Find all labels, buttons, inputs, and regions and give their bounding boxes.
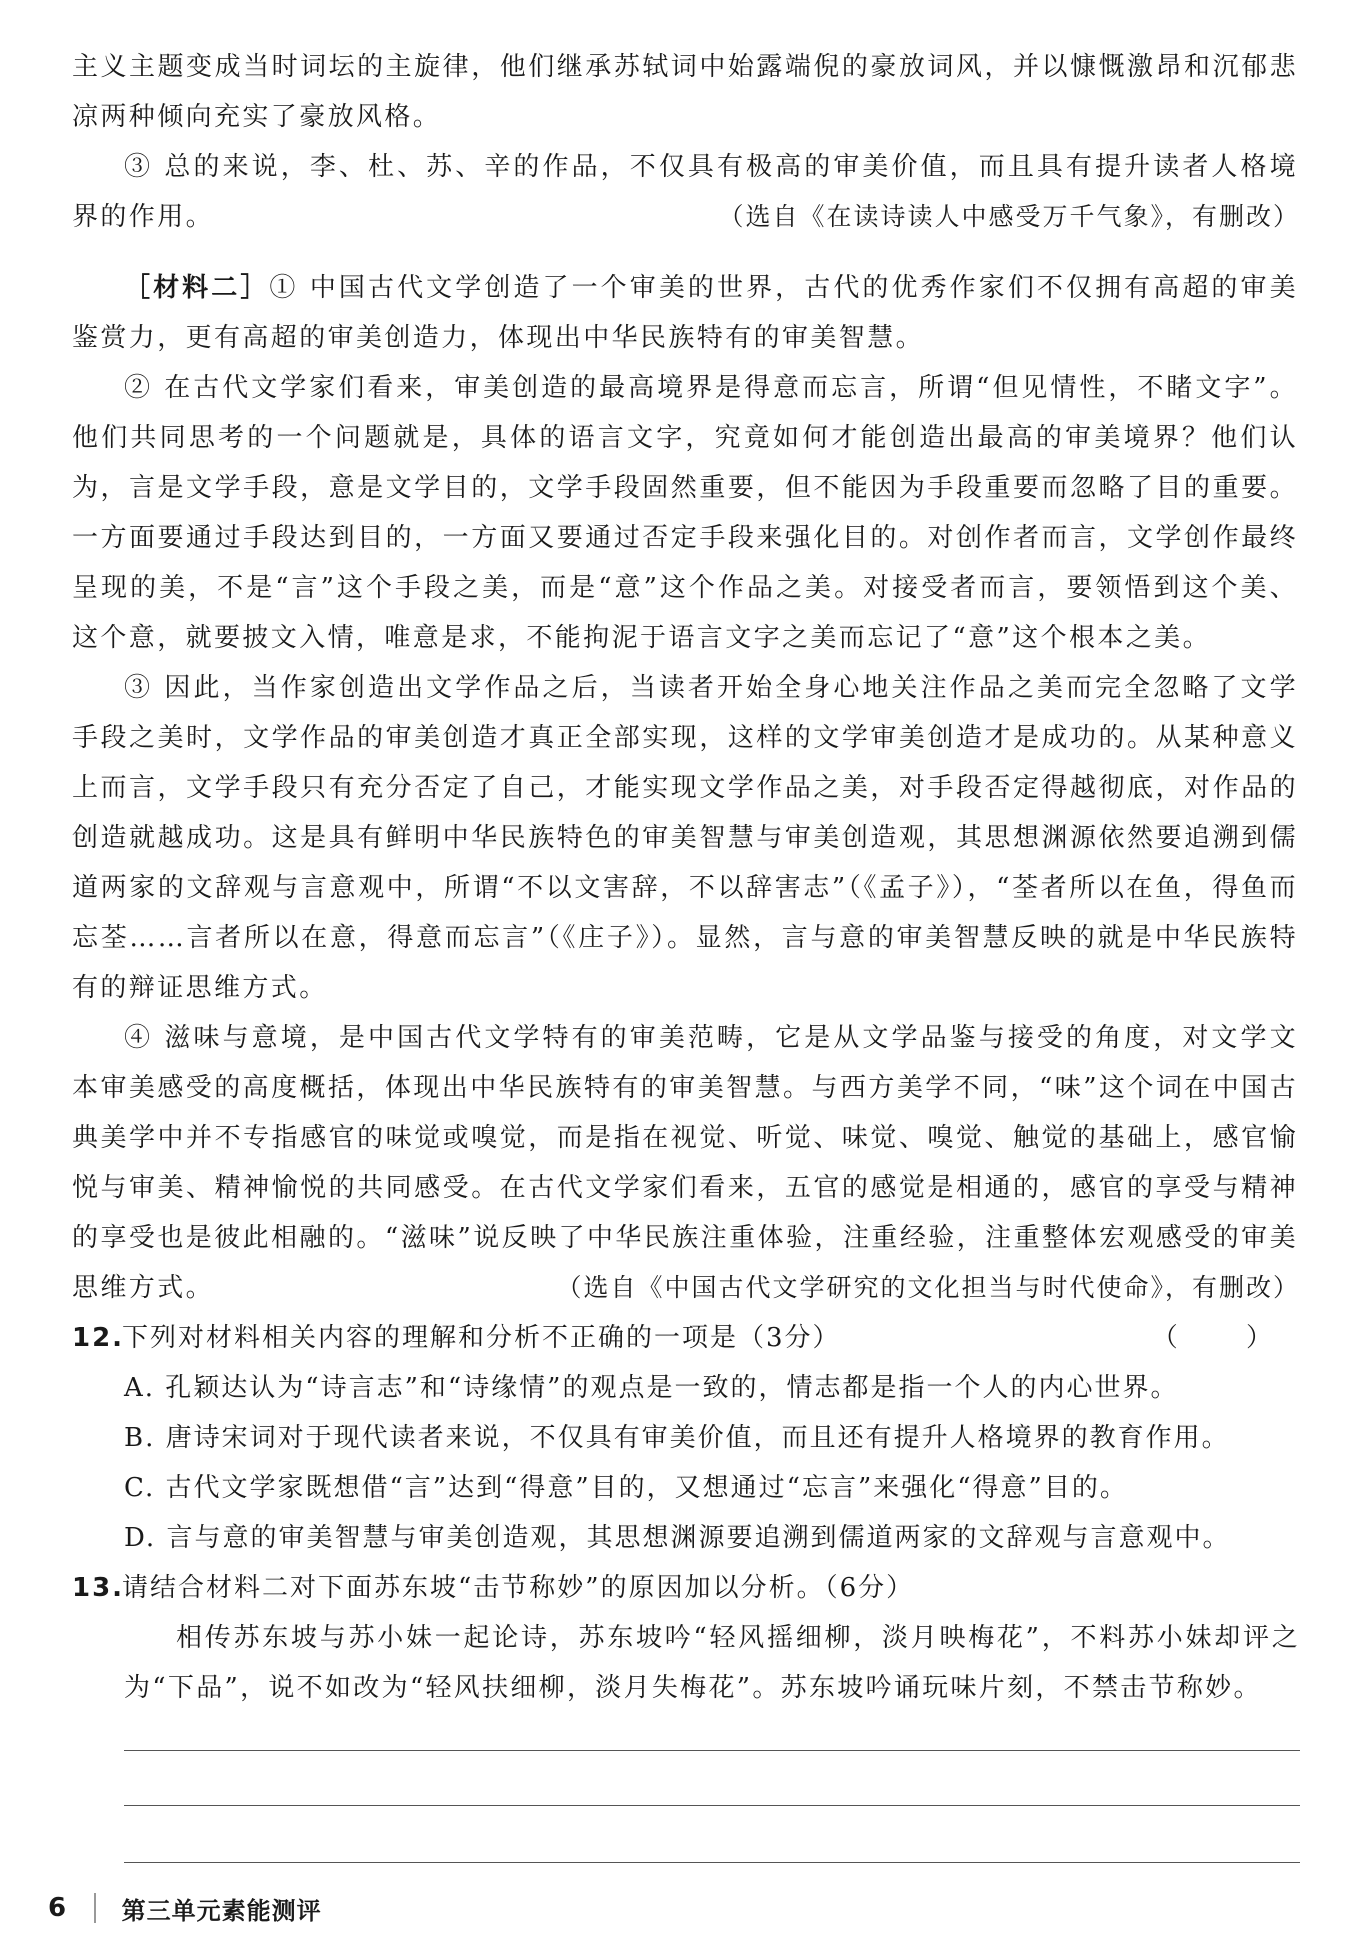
paragraph-material2-3: ③ 因此，当作家创造出文学作品之后，当读者开始全身心地关注作品之美而完全忽略了文学手段之美时，文学作品的审美创造才真正全部实现，这样的文学审美创造才是成功的。从某种意义上而言，文学手段只有充分否定了自己，才能实现文学作品之美，对手段否定得越彻底，对作品的创造就越成功。这是具有鲜明中华民族特色的审美智慧与审美创造观，其思想渊源依然要追溯到儒道两家的文辞观与言意观中，所谓“不以文害辞，不以辞害志”（《孟子》），“荃者所以在鱼，得鱼而忘荃……言者所以在意，得意而忘言”（《庄子》）。显然，言与意的审美智慧反映的就是中华民族特有的辩证思维方式。 bbox=[72, 673, 1298, 1003]
answer-line-2[interactable] bbox=[124, 1805, 1300, 1806]
question-12-number: 12. bbox=[72, 1323, 125, 1353]
question-13-scenario: 相传苏东坡与苏小妹一起论诗，苏东坡吟“轻风摇细柳，淡月映梅花”，不料苏小妹却评之为“下品”，说不如改为“轻风扶细柳，淡月失梅花”。苏东坡吟诵玩味片刻，不禁击节称妙。 bbox=[124, 1623, 1300, 1703]
question-13-number: 13. bbox=[72, 1573, 125, 1603]
material2-1-text: ① 中国古代文学创造了一个审美的世界，古代的优秀作家们不仅拥有高超的审美鉴赏力，更有高超的审美创造力，体现出中华民族特有的审美智慧。 bbox=[72, 273, 1298, 353]
page-footer bbox=[48, 1886, 322, 1930]
question-12 bbox=[72, 1313, 1302, 1363]
option-c[interactable]: C. 古代文学家既想借“言”达到“得意”目的，又想通过“忘言”来强化“得意”目的。 bbox=[124, 1473, 1128, 1503]
option-a[interactable]: A. 孔颖达认为“诗言志”和“诗缘情”的观点是一致的，情志都是指一个人的内心世界。 bbox=[124, 1373, 1179, 1403]
answer-blank[interactable]: （ ） bbox=[1151, 1323, 1302, 1353]
question-13 bbox=[72, 1563, 1302, 1613]
section-title: 第三单元素能测评 bbox=[121, 1896, 322, 1925]
option-b[interactable]: B. 唐诗宋词对于现代读者来说，不仅具有审美价值，而且还有提升人格境界的教育作用。 bbox=[124, 1423, 1230, 1453]
answer-line-3[interactable] bbox=[124, 1862, 1300, 1863]
page-number: 6 bbox=[48, 1893, 67, 1923]
question-13-text: 请结合材料二对下面苏东坡“击节称妙”的原因加以分析。（6分） bbox=[122, 1573, 915, 1603]
option-d[interactable]: D. 言与意的审美智慧与审美创造观，其思想渊源要追溯到儒道两家的文辞观与言意观中。 bbox=[124, 1523, 1231, 1553]
material2-label: ［材料二］ bbox=[124, 273, 270, 303]
paragraph-material1-3: ③ 总的来说，李、杜、苏、辛的作品，不仅具有极高的审美价值，而且具有提升读者人格境界的作用。 bbox=[72, 152, 1298, 232]
paragraph-intro-continuation: 主义主题变成当时词坛的主旋律，他们继承苏轼词中始露端倪的豪放词风，并以慷慨激昂和沉郁悲凉两种倾向充实了豪放风格。 bbox=[72, 52, 1298, 132]
paragraph-material2-4: ④ 滋味与意境，是中国古代文学特有的审美范畴，它是从文学品鉴与接受的角度，对文学文本审美感受的高度概括，体现出中华民族特有的审美智慧。与西方美学不同，“味”这个词在中国古典美学中并不专指感官的味觉或嗅觉，而是指在视觉、听觉、味觉、嗅觉、触觉的基础上，感官愉悦与审美、精神愉悦的共同感受。在古代文学家们看来，五官的感觉是相通的，感官的享受与精神的享受也是彼此相融的。“滋味”说反映了中华民族注重体验，注重经验，注重整体宏观感受的审美思维方式。 bbox=[72, 1023, 1298, 1303]
question-12-text: 下列对材料相关内容的理解和分析不正确的一项是（3分） bbox=[122, 1323, 841, 1353]
source-citation-2: （选自《中国古代文学研究的文化担当与时代使命》，有删改） bbox=[556, 1273, 1300, 1302]
paragraph-material2-2: ② 在古代文学家们看来，审美创造的最高境界是得意而忘言，所谓“但见情性，不睹文字”。他们共同思考的一个问题就是，具体的语言文字，究竟如何才能创造出最高的审美境界？他们认为，言是文学手段，意是文学目的，文学手段固然重要，但不能因为手段重要而忽略了目的重要。一方面要通过手段达到目的，一方面又要通过否定手段来强化目的。对创作者而言，文学创作最终呈现的美，不是“言”这个手段之美，而是“意”这个作品之美。对接受者而言，要领悟到这个美、这个意，就要披文入情，唯意是求，不能拘泥于语言文字之美而忘记了“意”这个根本之美。 bbox=[72, 373, 1298, 653]
footer-divider bbox=[94, 1893, 96, 1923]
answer-line-1[interactable] bbox=[124, 1750, 1300, 1751]
paragraph-material2-1 bbox=[72, 263, 1298, 363]
source-citation-1: （选自《在读诗读人中感受万千气象》，有删改） bbox=[718, 202, 1300, 231]
